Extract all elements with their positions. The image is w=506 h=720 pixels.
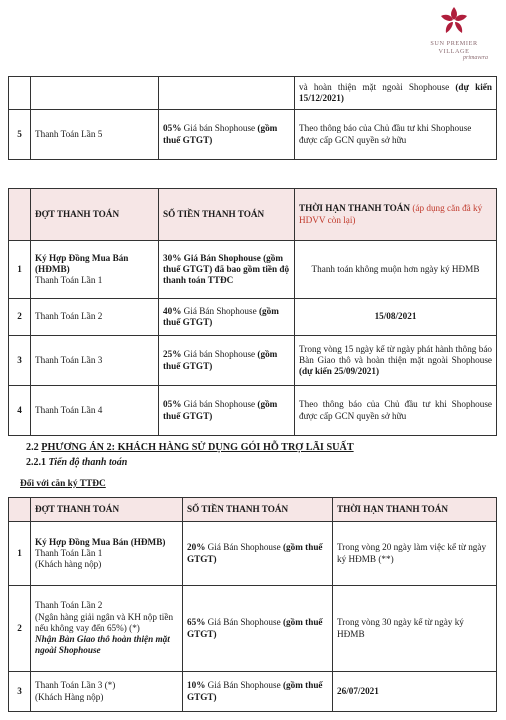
table-row (9, 110, 497, 160)
header-deadline (295, 189, 497, 241)
header-stage: ĐỢT THANH TOÁN (31, 498, 183, 522)
payment-table-option2 (8, 497, 497, 712)
amount-tax: (gồm thuế GTGT) (187, 617, 323, 639)
deadline-cell: Theo thông báo của Chủ đầu tư khi Shophouse được cấp GCN quyền sở hữu (295, 386, 497, 436)
stage-cell: Thanh Toán Lần 2 (31, 299, 159, 336)
deadline-cell (295, 336, 497, 386)
stage-cell (31, 77, 159, 110)
table-header-row (9, 498, 497, 522)
amount-cell (159, 386, 295, 436)
table-row (9, 386, 497, 436)
brand-subname: primavera (463, 55, 488, 62)
payment-table-option1 (8, 188, 497, 436)
table-row (9, 299, 497, 336)
table-row (9, 241, 497, 299)
row-number-cell: 1 (9, 241, 31, 299)
amount-tax: (gồm thuế GTGT) (187, 542, 323, 564)
stage-title: Ký Hợp Đồng Mua Bán (HĐMB) (35, 536, 166, 547)
stage-label: Thanh Toán Lần 1 (35, 547, 103, 558)
table-row (9, 586, 497, 672)
sub-heading: Đối với căn ký TTĐC (20, 479, 106, 489)
stage-cell: Thanh Toán Lần 5 (31, 110, 159, 160)
header-stage: ĐỢT THANH TOÁN (31, 189, 159, 241)
deadline-estimate: (dự kiến 15/12/2021) (299, 81, 492, 103)
amount-tax: (gồm thuế GTGT) (187, 680, 323, 702)
amount-cell (159, 110, 295, 160)
header-deadline: THỜI HẠN THANH TOÁN (333, 498, 497, 522)
amount-cell (159, 77, 295, 110)
row-number-cell: 2 (9, 586, 31, 672)
section-heading (26, 442, 354, 454)
subsection-number: 2.2.1 (26, 457, 49, 468)
amount-percent: 05% (163, 399, 182, 410)
amount-text: Giá Bán Shophouse (205, 680, 283, 691)
amount-text: Giá bán Shophouse (181, 123, 258, 134)
amount-percent: 40% (163, 305, 182, 316)
amount-text: Giá bán Shophouse (181, 349, 258, 360)
amount-tax: (gồm thuế GTGT) (163, 123, 278, 145)
amount-cell (183, 672, 333, 712)
row-number-cell: 5 (9, 110, 31, 160)
amount-percent: 20% (187, 542, 206, 553)
amount-cell (159, 299, 295, 336)
deadline-text: và hoàn thiện mặt ngoài Shophouse (299, 81, 456, 92)
stage-label: Thanh Toán Lần 2 (35, 600, 103, 611)
header-number (9, 189, 31, 241)
stage-note: (Khách hàng nộp) (35, 559, 102, 570)
row-number-cell: 1 (9, 522, 31, 586)
amount-percent: 05% (163, 123, 182, 134)
stage-note: (Khách Hàng nộp) (35, 691, 104, 702)
stage-cell (31, 672, 183, 712)
header-amount: SỐ TIỀN THANH TOÁN (159, 189, 295, 241)
deadline-cell: Trong vòng 20 ngày làm việc kể từ ngày ký HĐMB (**) (333, 522, 497, 586)
row-number-cell: 4 (9, 386, 31, 436)
stage-cell (31, 241, 159, 299)
flower-logo-icon (437, 4, 471, 38)
stage-label: Thanh Toán Lần 1 (35, 275, 103, 286)
amount-percent: 30% (163, 252, 182, 263)
row-number-cell (9, 77, 31, 110)
header-deadline-note: (áp dụng căn đã ký HDVV còn lại) (299, 203, 483, 225)
brand-name: SUN PREMIER VILLAGE (430, 40, 478, 55)
amount-text: Giá Bán Shophouse (181, 305, 259, 316)
table-row (9, 522, 497, 586)
deadline-text: Trong vòng 15 ngày kể từ ngày phát hành thông báo Bàn Giao thô và hoàn thiện mặt ngoài Shophouse (299, 343, 492, 365)
amount-cell (183, 522, 333, 586)
header-number (9, 498, 31, 522)
amount-percent: 10% (187, 680, 206, 691)
payment-table-continued (8, 76, 497, 160)
stage-title: Ký Hợp Đồng Mua Bán (HĐMB) (35, 252, 129, 274)
table-row (9, 672, 497, 712)
stage-cell: Thanh Toán Lần 3 (31, 336, 159, 386)
amount-cell (159, 336, 295, 386)
amount-tax: (gồm thuế GTGT) (163, 349, 278, 371)
deadline-cell: Trong vòng 30 ngày kể từ ngày ký HĐMB (333, 586, 497, 672)
stage-label: Thanh Toán Lần 3 (*) (35, 680, 116, 691)
table-row (9, 77, 497, 110)
stage-handover: Nhận Bàn Giao thô hoàn thiện mặt ngoài Shophouse (35, 634, 170, 656)
subsection-title: Tiến độ thanh toán (48, 457, 128, 468)
stage-cell (31, 586, 183, 672)
table-header-row (9, 189, 497, 241)
amount-tax: (gồm thuế GTGT) (163, 305, 279, 327)
deadline-cell: 15/08/2021 (295, 299, 497, 336)
table-row (9, 336, 497, 386)
deadline-estimate: (dự kiến 25/09/2021) (299, 366, 380, 377)
stage-note: (Ngân hàng giải ngân và KH nộp tiền nếu không vay đến 65%) (*) (35, 611, 174, 633)
row-number-cell: 3 (9, 336, 31, 386)
header-deadline-label: THỜI HẠN THANH TOÁN (299, 203, 411, 214)
stage-cell (31, 522, 183, 586)
deadline-cell (295, 77, 497, 110)
brand-logo (414, 4, 494, 62)
row-number-cell: 3 (9, 672, 31, 712)
deadline-cell: Thanh toán không muộn hơn ngày ký HĐMB (295, 241, 497, 299)
amount-percent: 65% (187, 617, 206, 628)
amount-cell (183, 586, 333, 672)
section-number: 2.2 (26, 442, 42, 453)
amount-tax: (gồm thuế GTGT) (163, 399, 278, 421)
amount-text: Giá Bán Shophouse (gồm thuế GTGT) đã bao gồm tiền độ thanh toán TTĐC (163, 252, 290, 286)
deadline-cell: 26/07/2021 (333, 672, 497, 712)
amount-text: Giá bán Shophouse (181, 399, 258, 410)
stage-cell: Thanh Toán Lần 4 (31, 386, 159, 436)
amount-percent: 25% (163, 349, 182, 360)
deadline-cell: Theo thông báo của Chủ đầu tư khi Shophouse được cấp GCN quyền sở hữu (295, 110, 497, 160)
amount-cell (159, 241, 295, 299)
amount-text: Giá Bán Shophouse (205, 617, 283, 628)
header-amount: SỐ TIỀN THANH TOÁN (183, 498, 333, 522)
subsection-heading (26, 457, 127, 469)
amount-text: Giá Bán Shophouse (205, 542, 283, 553)
row-number-cell: 2 (9, 299, 31, 336)
section-title: PHƯƠNG ÁN 2: KHÁCH HÀNG SỬ DỤNG GÓI HỖ TRỢ LÃI SUẤT (41, 442, 354, 453)
